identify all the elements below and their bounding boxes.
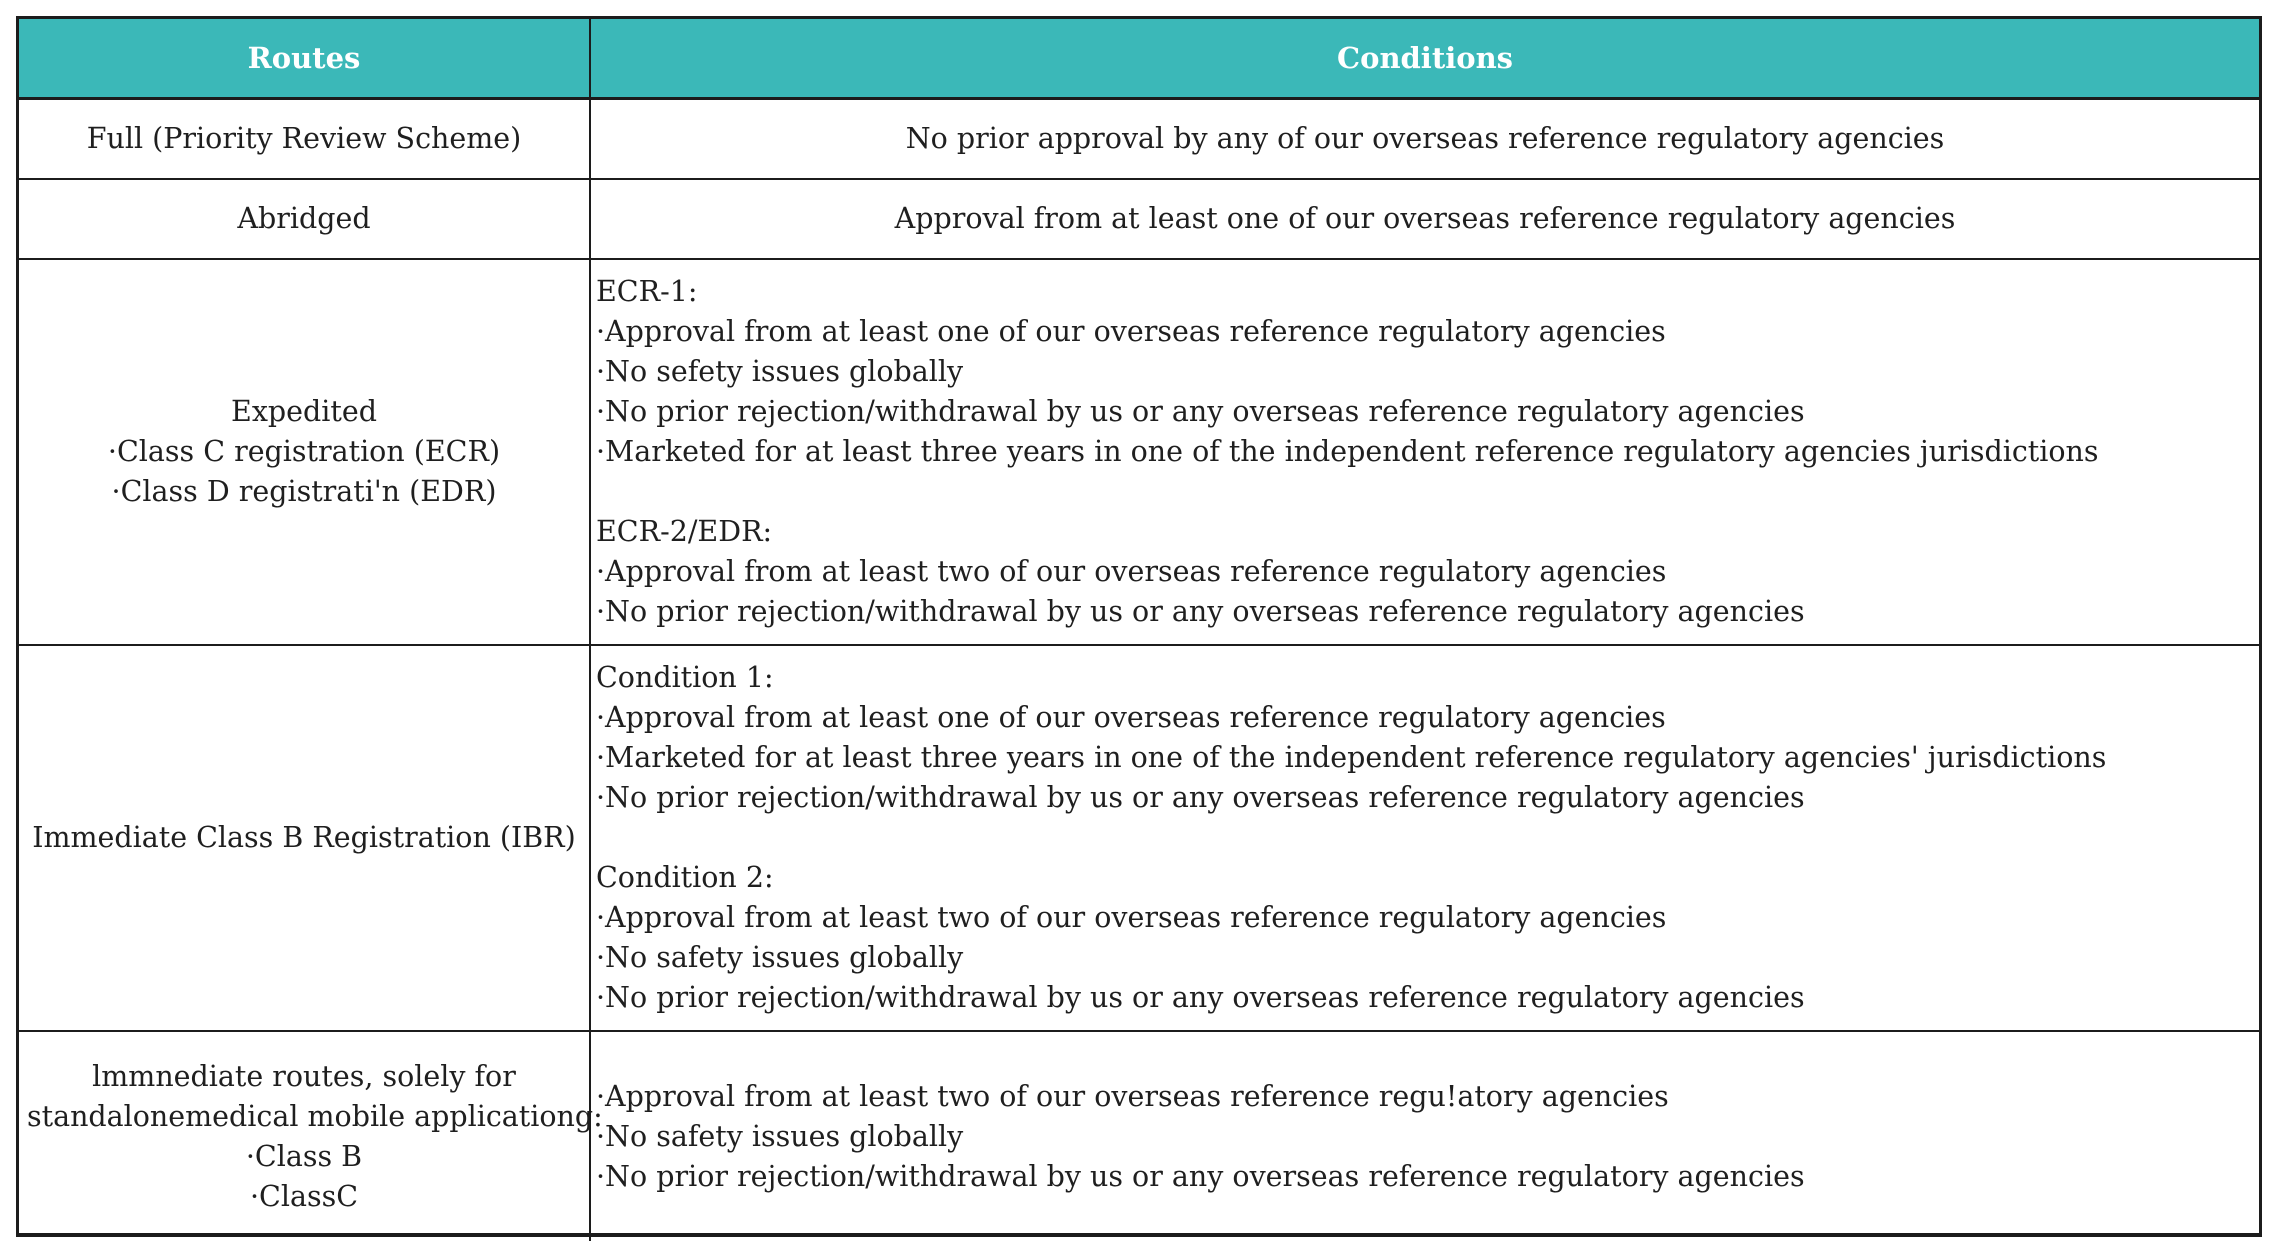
table xyxy=(19,19,2259,1241)
route-text: ·Class B xyxy=(245,1139,363,1173)
route-text: Immediate Class B Registration (IBR) xyxy=(32,821,576,854)
header-routes: Routes xyxy=(19,19,590,99)
route-text: ·ClassC xyxy=(249,1179,359,1213)
route-cell xyxy=(19,99,590,180)
table-row xyxy=(19,259,2259,645)
condition-group-title: ECR-2/EDR: xyxy=(596,515,773,548)
route-cell xyxy=(19,179,590,259)
spacer xyxy=(596,472,2259,512)
table-header-row xyxy=(19,19,2259,99)
routes-conditions-table xyxy=(16,16,2262,1237)
condition-item: ·Marketed for at least three years in one of the independent reference regulatory agencies jurisdictions xyxy=(596,435,2099,468)
table-row xyxy=(19,179,2259,259)
route-text: Full (Priority Review Scheme) xyxy=(86,122,522,155)
condition-item: ·No safety issues globally xyxy=(596,1119,964,1153)
condition-text: Approval from at least one of our overseas reference regulatory agencies xyxy=(894,202,1956,235)
conditions-cell xyxy=(590,1031,2259,1241)
condition-item: ·Marketed for at least three years in one of the independent reference regulatory agencies' jurisdictions xyxy=(596,741,2107,774)
conditions-cell xyxy=(590,179,2259,259)
route-text: ·Class C registration (ECR) xyxy=(107,435,501,468)
spacer xyxy=(596,818,2259,858)
table-row xyxy=(19,99,2259,180)
condition-group-title: Condition 2: xyxy=(596,861,774,894)
conditions-cell xyxy=(590,99,2259,180)
route-cell xyxy=(19,645,590,1031)
route-cell xyxy=(19,259,590,645)
condition-item: ·Approval from at least two of our overseas reference regulatory agencies xyxy=(596,555,1667,588)
condition-item: ·Approval from at least two of our overseas reference regulatory agencies xyxy=(596,901,1667,934)
condition-group-title: Condition 1: xyxy=(596,661,774,694)
route-text: Abridged xyxy=(237,202,371,235)
condition-item: ·No prior rejection/withdrawal by us or any overseas reference regulatory agencies xyxy=(596,1159,1805,1193)
header-conditions: Conditions xyxy=(590,19,2259,99)
table-row xyxy=(19,1031,2259,1241)
condition-item: ·No sefety issues globally xyxy=(596,355,964,388)
route-cell xyxy=(19,1031,603,1241)
route-text: Expedited xyxy=(231,395,377,428)
condition-item: ·No prior rejection/withdrawal by us or any overseas reference regulatory agencies xyxy=(596,595,1805,628)
condition-group-title: ECR-1: xyxy=(596,275,698,308)
condition-item: ·No prior rejection/withdrawal by us or any overseas reference regulatory agencies xyxy=(596,395,1805,428)
conditions-cell xyxy=(590,259,2259,645)
conditions-cell xyxy=(590,645,2259,1031)
condition-item: ·Approval from at least one of our overseas reference regulatory agencies xyxy=(596,315,1666,348)
condition-item: ·Approval from at least two of our overseas reference regu!atory agencies xyxy=(596,1079,1669,1113)
route-text: lmmnediate routes, solely for xyxy=(92,1059,516,1093)
table-row xyxy=(19,645,2259,1031)
condition-item: ·No prior rejection/withdrawal by us or any overseas reference regulatory agencies xyxy=(596,781,1805,814)
route-text: ·Class D registrati'n (EDR) xyxy=(111,475,497,508)
condition-text: No prior approval by any of our overseas reference regulatory agencies xyxy=(905,122,1945,155)
route-text: standalonemedical mobile applicationg: xyxy=(27,1099,603,1133)
condition-item: ·No prior rejection/withdrawal by us or any overseas reference regulatory agencies xyxy=(596,981,1805,1014)
condition-item: ·Approval from at least one of our overseas reference regulatory agencies xyxy=(596,701,1666,734)
condition-item: ·No safety issues globally xyxy=(596,941,964,974)
